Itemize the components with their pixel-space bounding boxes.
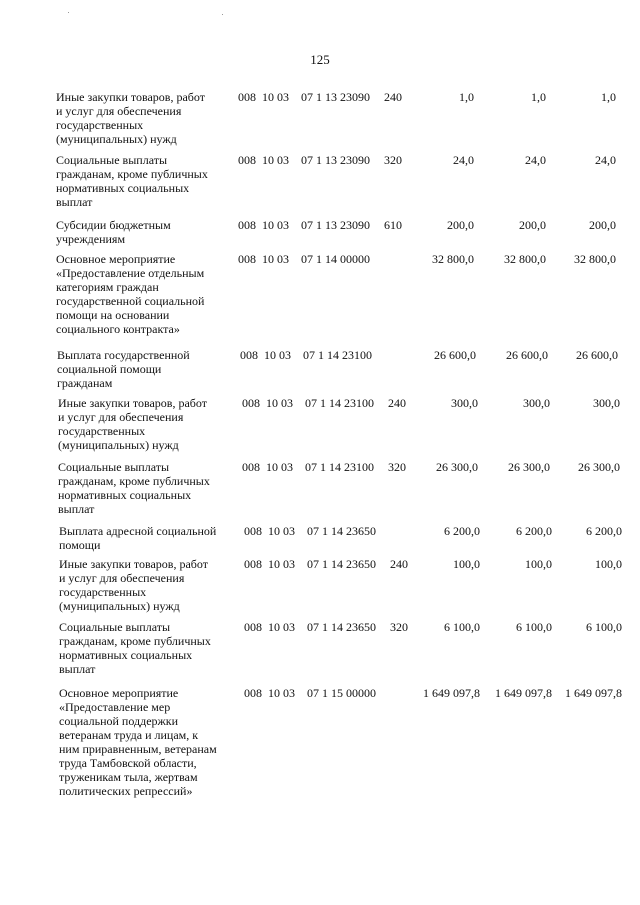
row-amount-v3: 24,0 — [595, 153, 616, 167]
row-amount-v3: 6 200,0 — [586, 524, 622, 538]
row-amount-v2: 26 300,0 — [508, 460, 550, 474]
row-name: Социальные выплаты гражданам, кроме публичных нормативных социальных выплат — [56, 153, 208, 209]
row-target-code: 07 1 13 23090 — [301, 153, 370, 167]
row-amount-v2: 1 649 097,8 — [495, 686, 552, 700]
row-amount-v2: 100,0 — [525, 557, 552, 571]
row-ministry-code: 008 — [238, 218, 256, 232]
row-amount-v1: 6 200,0 — [444, 524, 480, 538]
row-target-code: 07 1 14 23100 — [305, 460, 374, 474]
row-amount-v1: 6 100,0 — [444, 620, 480, 634]
row-ministry-code: 008 — [240, 348, 258, 362]
row-ministry-code: 008 — [244, 524, 262, 538]
row-amount-v2: 6 100,0 — [516, 620, 552, 634]
row-target-code: 07 1 14 00000 — [301, 252, 370, 266]
row-amount-v1: 100,0 — [453, 557, 480, 571]
row-section-code: 10 03 — [268, 686, 295, 700]
row-name: Иные закупки товаров, работ и услуг для обеспечения государственных (муниципальных) нужд — [58, 396, 207, 452]
row-ministry-code: 008 — [244, 686, 262, 700]
row-amount-v1: 300,0 — [451, 396, 478, 410]
row-amount-v3: 6 100,0 — [586, 620, 622, 634]
row-section-code: 10 03 — [268, 557, 295, 571]
row-name: Основное мероприятие «Предоставление мер социальной поддержки ветеранам труда и лицам, к ним приравненным, ветеранам труда Тамбовской области, труженикам тыла, жертвам политических репрессий» — [59, 686, 217, 798]
row-section-code: 10 03 — [266, 396, 293, 410]
row-amount-v1: 24,0 — [453, 153, 474, 167]
row-target-code: 07 1 14 23650 — [307, 620, 376, 634]
row-amount-v1: 26 600,0 — [434, 348, 476, 362]
row-amount-v3: 1,0 — [601, 90, 616, 104]
row-name: Социальные выплаты гражданам, кроме публичных нормативных социальных выплат — [58, 460, 210, 516]
row-amount-v3: 26 600,0 — [576, 348, 618, 362]
row-amount-v2: 300,0 — [523, 396, 550, 410]
row-amount-v2: 200,0 — [519, 218, 546, 232]
row-type-code: 240 — [384, 90, 402, 104]
row-amount-v3: 300,0 — [593, 396, 620, 410]
row-type-code: 240 — [390, 557, 408, 571]
row-amount-v1: 1,0 — [459, 90, 474, 104]
scan-speck — [68, 12, 69, 13]
row-target-code: 07 1 14 23100 — [305, 396, 374, 410]
row-type-code: 320 — [384, 153, 402, 167]
row-amount-v2: 32 800,0 — [504, 252, 546, 266]
row-amount-v3: 1 649 097,8 — [565, 686, 622, 700]
row-name: Выплата адресной социальной помощи — [59, 524, 217, 552]
row-section-code: 10 03 — [262, 252, 289, 266]
row-name: Основное мероприятие «Предоставление отдельным категориям граждан государственной социальной помощи на основании социального контракта» — [56, 252, 205, 336]
row-amount-v3: 200,0 — [589, 218, 616, 232]
row-amount-v1: 26 300,0 — [436, 460, 478, 474]
row-section-code: 10 03 — [264, 348, 291, 362]
row-section-code: 10 03 — [262, 90, 289, 104]
row-section-code: 10 03 — [262, 153, 289, 167]
row-ministry-code: 008 — [238, 90, 256, 104]
row-ministry-code: 008 — [242, 460, 260, 474]
row-amount-v1: 1 649 097,8 — [423, 686, 480, 700]
row-name: Субсидии бюджетным учреждениям — [56, 218, 171, 246]
row-type-code: 240 — [388, 396, 406, 410]
row-name: Иные закупки товаров, работ и услуг для обеспечения государственных (муниципальных) нужд — [59, 557, 208, 613]
row-amount-v1: 200,0 — [447, 218, 474, 232]
row-section-code: 10 03 — [268, 620, 295, 634]
row-amount-v2: 26 600,0 — [506, 348, 548, 362]
row-amount-v1: 32 800,0 — [432, 252, 474, 266]
row-name: Выплата государственной социальной помощи гражданам — [57, 348, 190, 390]
row-ministry-code: 008 — [242, 396, 260, 410]
row-ministry-code: 008 — [244, 557, 262, 571]
row-amount-v3: 100,0 — [595, 557, 622, 571]
row-section-code: 10 03 — [266, 460, 293, 474]
row-type-code: 320 — [390, 620, 408, 634]
row-amount-v3: 32 800,0 — [574, 252, 616, 266]
row-amount-v2: 1,0 — [531, 90, 546, 104]
row-type-code: 320 — [388, 460, 406, 474]
row-amount-v2: 6 200,0 — [516, 524, 552, 538]
row-ministry-code: 008 — [244, 620, 262, 634]
row-type-code: 610 — [384, 218, 402, 232]
page-number: 125 — [310, 52, 330, 67]
row-amount-v3: 26 300,0 — [578, 460, 620, 474]
row-target-code: 07 1 14 23650 — [307, 557, 376, 571]
row-target-code: 07 1 13 23090 — [301, 218, 370, 232]
row-section-code: 10 03 — [268, 524, 295, 538]
row-ministry-code: 008 — [238, 153, 256, 167]
row-section-code: 10 03 — [262, 218, 289, 232]
row-target-code: 07 1 14 23100 — [303, 348, 372, 362]
row-target-code: 07 1 15 00000 — [307, 686, 376, 700]
row-target-code: 07 1 14 23650 — [307, 524, 376, 538]
row-target-code: 07 1 13 23090 — [301, 90, 370, 104]
row-name: Иные закупки товаров, работ и услуг для обеспечения государственных (муниципальных) нужд — [56, 90, 205, 146]
row-amount-v2: 24,0 — [525, 153, 546, 167]
scan-speck — [222, 14, 223, 15]
row-name: Социальные выплаты гражданам, кроме публичных нормативных социальных выплат — [59, 620, 211, 676]
row-ministry-code: 008 — [238, 252, 256, 266]
